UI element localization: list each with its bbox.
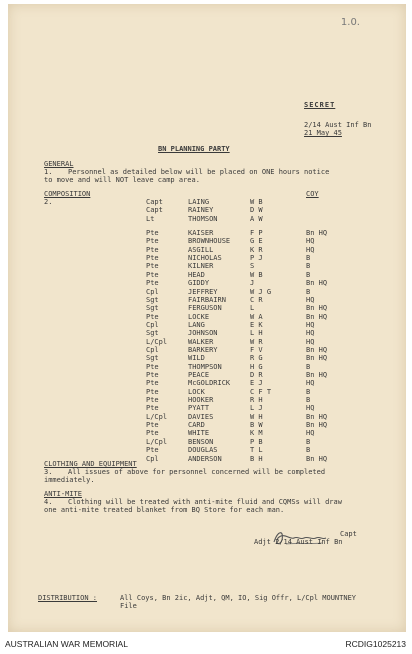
roster-rank: Cpl [146, 454, 159, 463]
general-line-1: Personnel as detailed below will be placed on ONE hours notice [68, 168, 330, 176]
general-heading: GENERAL [44, 160, 74, 168]
roster-rank: Sgt [146, 304, 159, 313]
roster-name: BROWNHOUSE [188, 237, 231, 246]
general-line-2: to move and will NOT leave camp area. [44, 176, 200, 184]
roster-name: NICHOLAS [188, 254, 222, 263]
roster-row [8, 296, 406, 304]
roster-name: WHITE [188, 429, 210, 438]
roster-row [8, 429, 406, 437]
personnel-roster [8, 190, 406, 463]
roster-coy: B [306, 262, 311, 271]
roster-coy: Bn HQ [306, 312, 328, 321]
roster-row [8, 313, 406, 321]
secret-classification: SECRET [304, 101, 336, 109]
roster-row [8, 446, 406, 454]
roster-initials: C R [250, 295, 263, 304]
unit-line: 2/14 Aust Inf Bn [304, 121, 372, 129]
roster-row [8, 363, 406, 371]
roster-name: WILD [188, 354, 205, 363]
roster-name: RAINEY [188, 206, 214, 215]
roster-coy: HQ [306, 320, 315, 329]
roster-coy: HQ [306, 237, 315, 246]
roster-initials: B H [250, 454, 263, 463]
composition-heading: COMPOSITION [44, 190, 91, 198]
coy-column-header: COY [306, 190, 319, 198]
roster-row [8, 396, 406, 404]
roster-name: THOMPSON [188, 362, 222, 371]
roster-name: KILNER [188, 262, 214, 271]
antimite-heading: ANTI-MITE [44, 490, 82, 498]
roster-name: DOUGLAS [188, 446, 218, 455]
roster-name: PYATT [188, 404, 210, 413]
roster-row [8, 279, 406, 287]
roster-row [8, 413, 406, 421]
roster-initials: L [250, 304, 255, 313]
roster-rank: Cpl [146, 320, 159, 329]
roster-rank: Sgt [146, 329, 159, 338]
roster-initials: W B [250, 198, 263, 206]
roster-initials: B W [250, 421, 263, 430]
roster-name: McGOLDRICK [188, 379, 231, 388]
roster-row [8, 329, 406, 337]
roster-initials: C F T [250, 387, 272, 396]
roster-rank: Pte [146, 387, 159, 396]
roster-initials: W H [250, 412, 263, 421]
roster-initials: R G [250, 354, 263, 363]
roster-rank: L/Cpl [146, 412, 168, 421]
roster-name: FAIRBAIRN [188, 295, 226, 304]
roster-name: FERGUSON [188, 304, 222, 313]
antimite-line-2: one anti-mite treated blanket from BQ Store for each man. [44, 506, 285, 514]
roster-name: WALKER [188, 337, 214, 346]
roster-name: LAING [188, 198, 210, 206]
clothing-line-1: All issues of above for personnel concerned will be completed [68, 468, 326, 476]
roster-rank: Pte [146, 371, 159, 379]
roster-coy: Bn HQ [306, 421, 328, 430]
roster-row [8, 371, 406, 379]
roster-row [8, 338, 406, 346]
roster-initials: J [250, 279, 255, 288]
roster-name: LOCK [188, 387, 205, 396]
roster-coy: HQ [306, 337, 315, 346]
roster-name: PEACE [188, 371, 210, 379]
roster-rank: Sgt [146, 295, 159, 304]
general-number: 1. [44, 168, 53, 176]
roster-coy: Bn HQ [306, 304, 328, 313]
roster-rank: Sgt [146, 354, 159, 363]
roster-row [8, 271, 406, 279]
roster-name: LOCKE [188, 312, 210, 321]
roster-rank: Pte [146, 262, 159, 271]
roster-initials: D W [250, 206, 263, 215]
roster-rank: Cpl [146, 345, 159, 354]
roster-name: JOHNSON [188, 329, 218, 338]
roster-initials: W R [250, 337, 263, 346]
roster-coy: Bn HQ [306, 371, 328, 379]
signature-appointment: Adjt 2/14 Aust Inf Bn [254, 538, 343, 546]
antimite-line-1: Clothing will be treated with anti-mite fluid and CQMSs will draw [68, 498, 342, 506]
roster-name: GIDDY [188, 279, 210, 288]
roster-initials: K M [250, 429, 263, 438]
roster-initials: L H [250, 329, 263, 338]
roster-rank: Pte [146, 254, 159, 263]
roster-rank: Pte [146, 270, 159, 279]
roster-initials: P J [250, 254, 263, 263]
roster-coy: B [306, 362, 311, 371]
clothing-heading: CLOTHING AND EQUIPMENT [44, 460, 137, 468]
roster-rank: L/Cpl [146, 337, 168, 346]
roster-initials: E K [250, 320, 263, 329]
roster-initials: F P [250, 229, 263, 238]
roster-name: CARD [188, 421, 205, 430]
roster-row [8, 262, 406, 270]
document-page [8, 4, 406, 632]
roster-name: ASGILL [188, 245, 214, 254]
roster-rank: L/Cpl [146, 437, 168, 446]
roster-rank: Pte [146, 229, 159, 238]
roster-row [8, 379, 406, 387]
roster-rank: Pte [146, 279, 159, 288]
roster-row [8, 206, 406, 214]
roster-row [8, 246, 406, 254]
archive-name: AUSTRALIAN WAR MEMORIAL [5, 639, 128, 649]
roster-coy: Bn HQ [306, 279, 328, 288]
roster-row [8, 354, 406, 362]
roster-name: JEFFREY [188, 287, 218, 296]
signature-rank: Capt [340, 530, 357, 538]
roster-row [8, 215, 406, 223]
roster-coy: HQ [306, 245, 315, 254]
roster-row [8, 198, 406, 206]
roster-rank: Pte [146, 362, 159, 371]
roster-name: THOMSON [188, 214, 218, 223]
roster-row [8, 346, 406, 354]
roster-rank: Capt [146, 198, 163, 206]
roster-rank: Pte [146, 312, 159, 321]
distribution-line-2: File [120, 602, 137, 610]
roster-name: LANG [188, 320, 205, 329]
roster-rank: Pte [146, 404, 159, 413]
composition-number: 2. [44, 198, 53, 206]
roster-rank: Pte [146, 446, 159, 455]
roster-rank: Pte [146, 245, 159, 254]
clothing-line-2: immediately. [44, 476, 95, 484]
roster-row [8, 254, 406, 262]
roster-row [8, 438, 406, 446]
roster-rank: Capt [146, 206, 163, 215]
roster-name: HEAD [188, 270, 205, 279]
roster-initials: G E [250, 237, 263, 246]
roster-rank: Lt [146, 214, 155, 223]
roster-initials: W A [250, 312, 263, 321]
record-id: RCDIG1025213 [345, 639, 406, 649]
antimite-number: 4. [44, 498, 53, 506]
roster-row [8, 229, 406, 237]
archive-footer [0, 632, 412, 654]
clothing-number: 3. [44, 468, 53, 476]
roster-coy: B [306, 254, 311, 263]
roster-name: BARKERY [188, 345, 218, 354]
roster-row [8, 421, 406, 429]
roster-row [8, 237, 406, 245]
roster-name: ANDERSON [188, 454, 222, 463]
distribution-label: DISTRIBUTION : [38, 594, 98, 602]
roster-initials: D R [250, 371, 263, 379]
roster-initials: P B [250, 437, 263, 446]
roster-coy: B [306, 446, 311, 455]
roster-coy: HQ [306, 329, 315, 338]
roster-initials: A W [250, 214, 263, 223]
roster-rank: Pte [146, 237, 159, 246]
roster-initials: E J [250, 379, 263, 388]
document-title: BN PLANNING PARTY [158, 145, 230, 153]
roster-name: DAVIES [188, 412, 214, 421]
roster-name: BENSON [188, 437, 214, 446]
roster-rank: Pte [146, 396, 159, 405]
roster-coy: B [306, 270, 311, 279]
roster-initials: T L [250, 446, 263, 455]
roster-rank: Cpl [146, 287, 159, 296]
roster-initials: W B [250, 270, 263, 279]
roster-coy: Bn HQ [306, 354, 328, 363]
roster-coy: HQ [306, 379, 315, 388]
roster-coy: Bn HQ [306, 412, 328, 421]
roster-coy: HQ [306, 429, 315, 438]
roster-coy: Bn HQ [306, 345, 328, 354]
roster-initials: F V [250, 345, 263, 354]
roster-rank: Pte [146, 429, 159, 438]
pencil-annotation: 1.0. [340, 17, 360, 28]
roster-coy: Bn HQ [306, 454, 328, 463]
date-line: 21 May 45 [304, 129, 342, 137]
roster-rank: Pte [146, 379, 159, 388]
roster-coy: B [306, 396, 311, 405]
roster-coy: B [306, 437, 311, 446]
roster-initials: R H [250, 396, 263, 405]
roster-row [8, 321, 406, 329]
roster-initials: L J [250, 404, 263, 413]
roster-coy: HQ [306, 295, 315, 304]
roster-name: HOOKER [188, 396, 214, 405]
distribution-line-1: All Coys, Bn 2ic, Adjt, QM, IO, Sig Offr, L/Cpl MOUNTNEY [120, 594, 357, 602]
roster-initials: H G [250, 362, 263, 371]
roster-coy: HQ [306, 404, 315, 413]
roster-row [8, 404, 406, 412]
roster-row [8, 304, 406, 312]
roster-coy: B [306, 387, 311, 396]
roster-initials: W J G [250, 287, 272, 296]
roster-row [8, 288, 406, 296]
roster-row [8, 388, 406, 396]
roster-rank: Pte [146, 421, 159, 430]
roster-name: KAISER [188, 229, 214, 238]
roster-initials: K R [250, 245, 263, 254]
roster-initials: S [250, 262, 255, 271]
roster-coy: Bn HQ [306, 229, 328, 238]
roster-coy: B [306, 287, 311, 296]
